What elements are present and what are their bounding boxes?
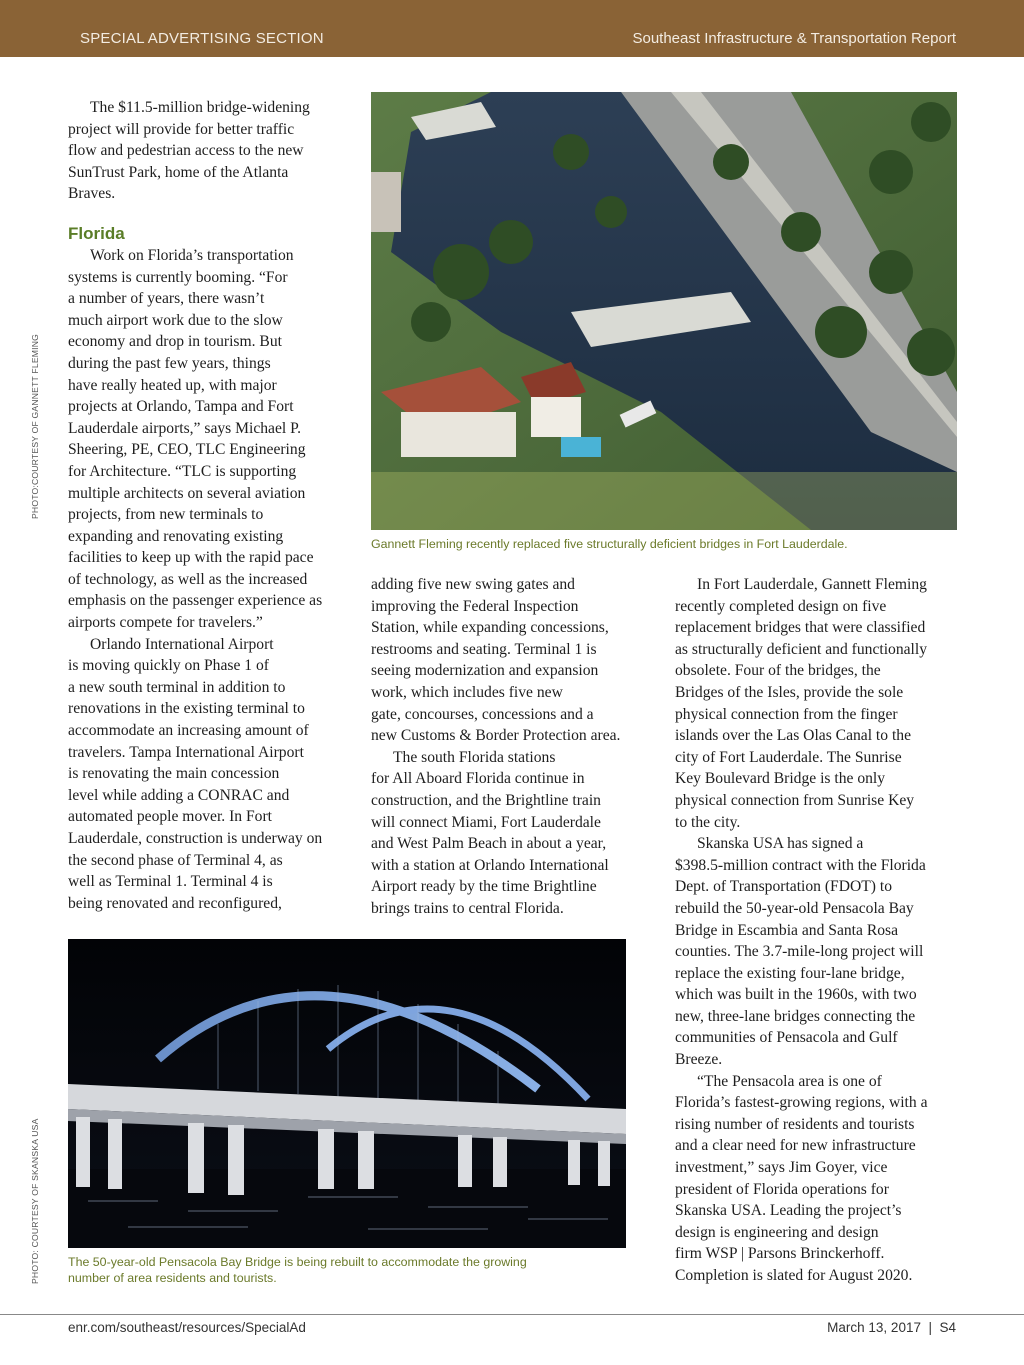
photo1-caption: Gannett Fleming recently replaced five structurally deficient bridges in Fort Lauderdale. [371, 537, 848, 551]
text-line: seeing modernization and expansion [371, 662, 599, 680]
text-line: is renovating the main concession [68, 765, 280, 783]
photo2-credit: PHOTO: COURTESY OF SKANSKA USA [30, 1118, 40, 1284]
text-line: of technology, as well as the increased [68, 570, 308, 588]
text-line: Breeze. [675, 1051, 723, 1069]
text-line: restrooms and seating. Terminal 1 is [371, 640, 597, 658]
paragraph [68, 634, 352, 915]
text-line: as structurally deficient and functionally [675, 640, 928, 658]
text-line: Florida’s fastest-growing regions, with a [675, 1094, 928, 1112]
text-line: facilities to keep up with the rapid pace [68, 549, 314, 567]
text-line: renovations in the existing terminal to [68, 700, 305, 718]
column-3 [675, 574, 959, 1287]
text-line: Skanska USA has signed a [697, 835, 864, 853]
paragraph [68, 245, 352, 634]
text-line: Airport ready by the time Brightline [371, 878, 597, 896]
text-line: Braves. [68, 185, 116, 203]
header-bar [0, 0, 1024, 57]
text-line: a new south terminal in addition to [68, 678, 286, 696]
footer-divider [0, 1314, 1024, 1315]
text-line: rising number of residents and tourists [675, 1115, 915, 1133]
text-line: islands over the Las Olas Canal to the [675, 727, 912, 745]
text-line: economy and drop in tourism. But [68, 333, 282, 351]
text-line: SunTrust Park, home of the Atlanta [68, 163, 289, 181]
text-line: In Fort Lauderdale, Gannett Fleming [697, 576, 927, 593]
text-line: Lauderdale, construction is underway on [68, 830, 323, 847]
text-line: during the past few years, things [68, 354, 271, 372]
column-1 [68, 97, 352, 914]
text-line: city of Fort Lauderdale. The Sunrise [675, 748, 902, 766]
text-line: automated people mover. In Fort [68, 808, 272, 826]
text-line: recently completed design on five [675, 597, 887, 615]
text-line: projects, from new terminals to [68, 506, 264, 524]
pensacola-bridge-rendering [68, 939, 626, 1248]
text-line: president of Florida operations for [675, 1180, 889, 1198]
text-line: firm WSP | Parsons Brinckerhoff. [675, 1245, 885, 1263]
text-line: Bridges of the Isles, provide the sole [675, 683, 904, 701]
text-line: Sheering, PE, CEO, TLC Engineering [68, 441, 306, 459]
text-line: “The Pensacola area is one of [697, 1072, 882, 1090]
text-line: flow and pedestrian access to the new [68, 142, 304, 160]
paragraph [371, 747, 653, 920]
text-line: The south Florida stations [393, 748, 556, 766]
text-line: which was built in the 1960s, with two [675, 986, 917, 1004]
text-line: construction, and the Brightline train [371, 791, 601, 809]
text-line: Work on Florida’s transportation [90, 246, 294, 264]
text-line: improving the Federal Inspection [371, 597, 579, 615]
text-line: Skanska USA. Leading the project’s [675, 1202, 902, 1220]
text-line: Station, while expanding concessions, [371, 619, 609, 637]
text-line: and a clear need for new infrastructure [675, 1137, 916, 1155]
text-line: physical connection from Sunrise Key [675, 791, 915, 809]
text-line: will connect Miami, Fort Lauderdale [371, 813, 601, 831]
column-2 [371, 574, 653, 920]
text-line: project will provide for better traffic [68, 120, 295, 138]
text-line: the second phase of Terminal 4, as [68, 851, 283, 869]
text-line: $398.5-million contract with the Florida [675, 856, 926, 874]
report-title: Southeast Infrastructure & Transportation Report [632, 30, 956, 47]
text-line: physical connection from the finger [675, 705, 898, 723]
text-line: communities of Pensacola and Gulf [675, 1029, 898, 1047]
text-line: is moving quickly on Phase 1 of [68, 657, 269, 675]
text-line: investment,” says Jim Goyer, vice [675, 1159, 888, 1177]
text-line: rebuild the 50-year-old Pensacola Bay [675, 899, 914, 917]
text-line: new Customs & Border Protection area. [371, 727, 621, 745]
text-line: systems is currently booming. “For [68, 268, 288, 286]
footer-date-page: March 13, 2017 | S4 [827, 1320, 956, 1335]
text-line: gate, concourses, concessions and a [371, 705, 594, 723]
section-heading-florida: Florida [68, 223, 125, 243]
text-line: counties. The 3.7-mile-long project will [675, 943, 924, 961]
text-line: accommodate an increasing amount of [68, 722, 309, 740]
text-line: replace the existing four-lane bridge, [675, 964, 905, 982]
text-line: emphasis on the passenger experience as [68, 592, 323, 610]
text-line: projects at Orlando, Tampa and Fort [68, 398, 294, 416]
text-line: Lauderdale airports,” says Michael P. [68, 419, 301, 437]
text-line: Key Boulevard Bridge is the only [675, 770, 886, 788]
text-line: level while adding a CONRAC and [68, 786, 290, 804]
text-line: well as Terminal 1. Terminal 4 is [68, 873, 273, 891]
bridge-night-illustration [68, 939, 626, 1248]
text-line: for Architecture. “TLC is supporting [68, 462, 297, 480]
text-line: new, three-lane bridges connecting the [675, 1007, 916, 1025]
text-line: being renovated and reconfigured, [68, 894, 282, 912]
text-line: obsolete. Four of the bridges, the [675, 662, 881, 680]
paragraph [675, 574, 959, 833]
text-line: work, which includes five new [371, 683, 563, 701]
text-line: brings trains to central Florida. [371, 899, 564, 917]
text-line: a number of years, there wasn’t [68, 290, 265, 308]
text-line: and West Palm Beach in about a year, [371, 835, 607, 853]
footer-url: enr.com/southeast/resources/SpecialAd [68, 1320, 306, 1335]
paragraph [371, 574, 653, 747]
intro-paragraph [68, 97, 352, 205]
caption-line: number of area residents and tourists. [68, 1270, 277, 1285]
paragraph [675, 1071, 959, 1287]
text-line: have really heated up, with major [68, 376, 277, 394]
text-line: with a station at Orlando International [371, 856, 609, 874]
text-line: adding five new swing gates and [371, 576, 575, 593]
text-line: design is engineering and design [675, 1223, 879, 1241]
text-line: airports compete for travelers.” [68, 614, 263, 632]
section-label: SPECIAL ADVERTISING SECTION [80, 30, 324, 47]
text-line: replacement bridges that were classified [675, 619, 926, 637]
photo2-caption [68, 1255, 628, 1286]
canal-aerial-illustration [371, 92, 957, 530]
photo1-credit: PHOTO:COURTESY OF GANNETT FLEMING [30, 333, 40, 519]
caption-line: The 50-year-old Pensacola Bay Bridge is being rebuilt to accommodate the growing [68, 1255, 527, 1269]
text-line: for All Aboard Florida continue in [371, 770, 585, 788]
text-line: to the city. [675, 813, 741, 831]
text-line: Dept. of Transportation (FDOT) to [675, 878, 893, 896]
text-line: Completion is slated for August 2020. [675, 1267, 913, 1284]
text-line: expanding and renovating existing [68, 527, 284, 545]
text-line: much airport work due to the slow [68, 311, 283, 329]
text-line: Bridge in Escambia and Santa Rosa [675, 921, 899, 939]
text-line: Orlando International Airport [90, 635, 274, 653]
paragraph [675, 833, 959, 1071]
text-line: travelers. Tampa International Airport [68, 743, 304, 761]
canal-bridges-photo [371, 92, 957, 530]
text-line: The $11.5-million bridge-widening [90, 99, 310, 116]
text-line: multiple architects on several aviation [68, 484, 306, 502]
